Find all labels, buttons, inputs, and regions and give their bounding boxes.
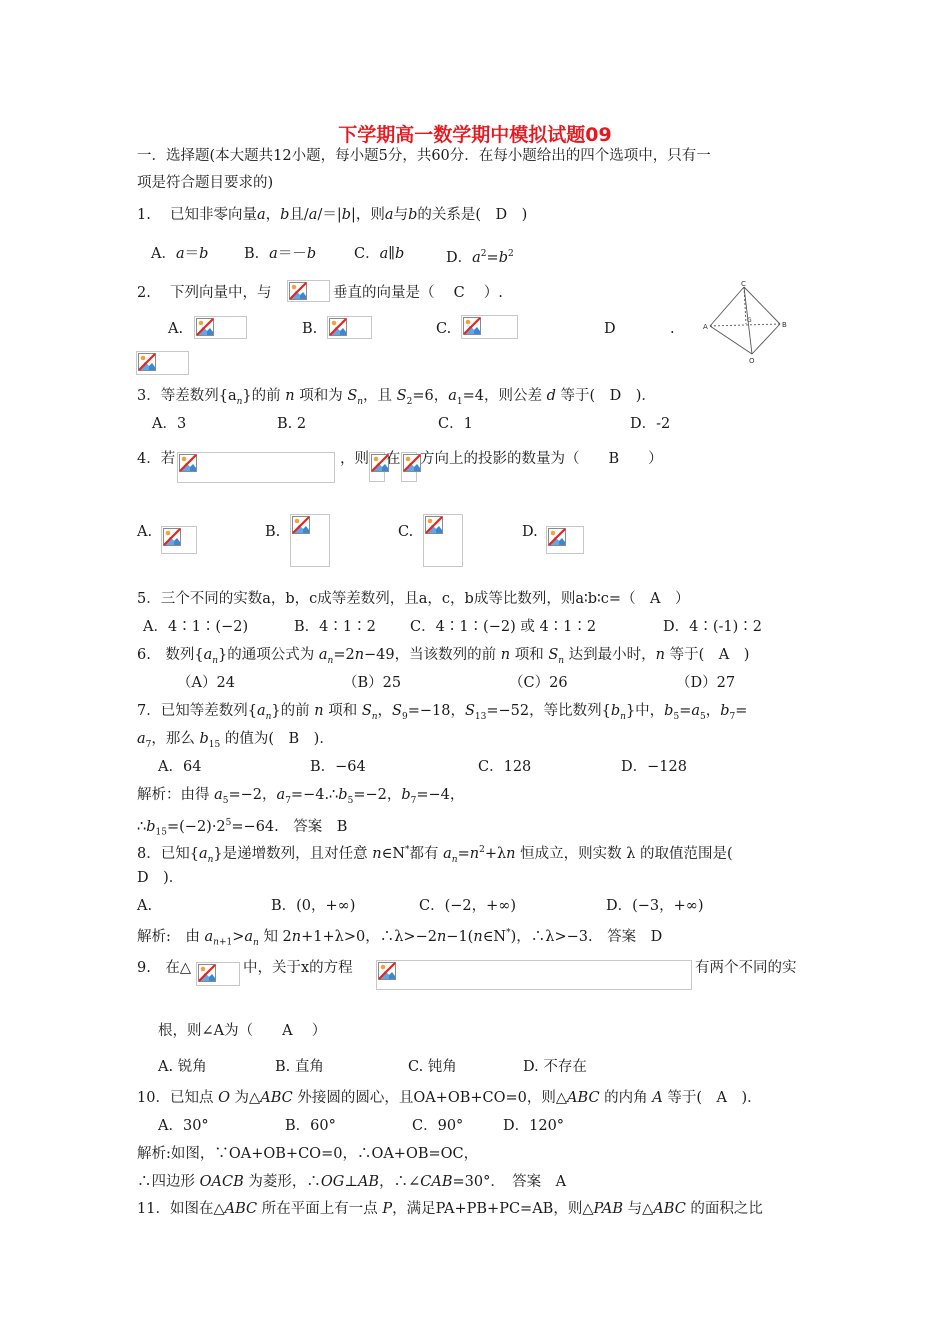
q10-option-d: D．120° [503,1118,565,1134]
section-heading-line2: 项是符合题目要求的) [137,175,274,191]
q2-option-b-label: B. [302,321,318,337]
q7-solution-line1: 解析：由得 $a_5=-2$，$a_7=-4.\therefore b_5=-2$，$b_7=-4$， [137,787,465,806]
q7-solution-line2: $\therefore b_{15}=(-2)\cdot 2^5=-64$. 答案 B [137,818,348,838]
q1-option-a: A．a＝b [151,246,209,262]
q4-option-a-image [161,526,197,554]
q4-vector-a-image [369,452,385,482]
q5-option-c: C．4∶1∶(−2) 或 4∶1∶2 [410,619,597,635]
broken-image-icon [138,353,156,371]
q4-option-d-label: D. [522,524,538,540]
broken-image-icon [548,528,566,546]
figure-label-a: A [703,323,708,331]
figure-label-o: O [749,357,755,365]
q4-stem-c: 在 [386,451,401,467]
q6-option-c: （C）26 [509,675,568,691]
tetrahedron-figure [700,278,800,370]
q2-option-a-image [194,316,247,339]
q2-stem-b: 垂直的向量是（ C ）. [333,285,503,301]
q3-option-d: D．-2 [630,416,671,432]
q4-condition-image [177,452,335,483]
q10-option-b: B．60° [285,1118,336,1134]
q4-stem-a: 4．若 [137,451,176,467]
q5-option-a: A．4∶1∶(−2) [143,619,249,635]
q9-option-b: B. 直角 [275,1059,324,1075]
q9-stem-d: 根，则∠A为（ A ） [158,1023,327,1039]
broken-image-icon [179,454,197,472]
q2-vector-image [287,280,330,302]
q5-option-d: D．4∶(-1)∶2 [663,619,763,635]
q6-stem: 6. 数列$\{a_n\}$的通项公式为 $a_n=2n-49$，当该数列的前 n 项和 $S_n$ 达到最小时，n 等于( A ) [137,647,750,666]
broken-image-icon [163,528,181,546]
q4-option-d-image [546,526,584,554]
q2-option-c-image [461,315,518,339]
q3-option-c: C．1 [438,416,473,432]
figure-label-b: B [782,321,787,329]
page-title: 下学期高一数学期中模拟试题09 [338,124,612,146]
q2-option-b-image [327,316,372,339]
q4-option-b-image [290,514,330,567]
q1-option-b: B．a＝－b [244,246,317,262]
broken-image-icon [425,516,443,534]
q3-option-b: B. 2 [277,416,307,432]
q7-option-c: C．128 [478,759,532,775]
q4-option-c-image [423,514,463,567]
q5-option-b: B．4∶1∶2 [294,619,376,635]
q3-stem: 3．等差数列$\{a_n\}$的前 n 项和为 $S_n$，且 $S_2=6$，$a_1=4$，则公差 d 等于( D )． [137,388,656,407]
q10-solution-line2: ∴四边形 OACB 为菱形，∴OG⊥AB，∴∠CAB=30°． 答案 A [137,1174,567,1190]
q7-stem-line1: 7．已知等差数列$\{a_n\}$的前 n 项和 $S_n$，$S_9=-18$，$S_{13}=-52$，等比数列$\{b_n\}$中，$b_5=a_5$，$b_7=$ [137,703,748,722]
q8-stem-line2: D )． [137,870,184,886]
q10-solution-line1: 解析:如图，∵OA+OB+CO=0，∴OA+OB=OC， [137,1146,479,1162]
q2-option-c-label: C. [436,321,452,337]
q4-option-b-label: B. [265,524,281,540]
q8-stem-line1: 8．已知$\{a_n\}$是递增数列，且对任意 n∈N*都有 $a_n=n^2+\lambda n$ 恒成立，则实数 λ 的取值范围是( [137,845,733,865]
q1-stem: 1. 已知非零向量a，b且/a/＝|b|，则a与b的关系是( D ) [137,207,528,223]
q9-equation-image [376,960,692,990]
q8-option-a: A. [137,898,153,914]
q11-stem: 11．如图在△ABC 所在平面上有一点 P，满足PA+PB+PC=AB，则△PAB 与△ABC 的面积之比 [137,1201,763,1217]
q9-stem-a: 9. 在△ [137,960,191,976]
broken-image-icon [292,516,310,534]
q9-stem-b: 中，关于x的方程 [243,960,353,976]
broken-image-icon [403,454,421,472]
q6-option-a: （A）24 [177,675,235,691]
q6-option-b: （B）25 [343,675,402,691]
q7-option-b: B．−64 [310,759,366,775]
figure-label-c: C [741,280,746,288]
figure-label-g: G [747,317,752,324]
q8-option-b: B．(0，+∞) [271,898,356,914]
q2-stem-a: 2. 下列向量中，与 [137,285,272,301]
q8-option-c: C．(−2，+∞) [419,898,517,914]
q9-stem-c: 有两个不同的实 [695,960,797,976]
q7-option-d: D．−128 [621,759,687,775]
q9-option-c: C. 钝角 [408,1059,457,1075]
q5-stem: 5．三个不同的实数a，b，c成等差数列，且a，c，b成等比数列，则a∶b∶c=（ A ） [137,591,690,607]
q7-option-a: A．64 [158,759,202,775]
q6-option-d: （D）27 [676,675,736,691]
broken-image-icon [198,964,216,982]
broken-image-icon [463,317,481,335]
broken-image-icon [196,318,214,336]
q8-solution: 解析: 由 $a_{n+1}>a_n$ 知 2n+1+λ>0，∴λ>−2n−1(n∈N*)，∴λ>−3. 答案 D [137,928,663,948]
q10-stem: 10．已知点 O 为△ABC 外接圆的圆心，且OA+OB+CO=0，则△ABC 的内角 A 等于( A )． [137,1090,762,1106]
q2-option-d-label: D [604,321,616,337]
q10-option-c: C．90° [412,1118,464,1134]
q3-option-a: A．3 [152,416,187,432]
q2-option-d-image [136,351,189,375]
q4-vector-b-image [401,452,417,482]
q9-option-a: A. 锐角 [158,1059,207,1075]
broken-image-icon [289,282,307,300]
q4-stem-b: ，则 [340,451,369,467]
q2-option-a-label: A. [168,321,184,337]
broken-image-icon [378,962,396,980]
q4-option-a-label: A. [137,524,153,540]
broken-image-icon [329,318,347,336]
q4-option-c-label: C. [398,524,414,540]
q9-triangle-image [196,962,240,986]
q10-option-a: A．30° [158,1118,209,1134]
section-heading-line1: 一．选择题(本大题共12小题，每小题5分，共60分．在每小题给出的四个选项中，只有一 [137,148,711,164]
q1-option-c: C．a∥b [354,246,405,262]
q7-stem-line2: $a_7$，那么 $b_{15}$ 的值为( B )． [137,731,334,750]
q2-option-d-dot: . [670,321,675,337]
q9-option-d: D. 不存在 [523,1059,587,1075]
q1-option-d: D．$a^2=b^2$ [446,249,514,266]
q4-stem-d: 方向上的投影的数量为（ B ） [420,451,663,467]
q8-option-d: D．(−3，+∞) [606,898,704,914]
